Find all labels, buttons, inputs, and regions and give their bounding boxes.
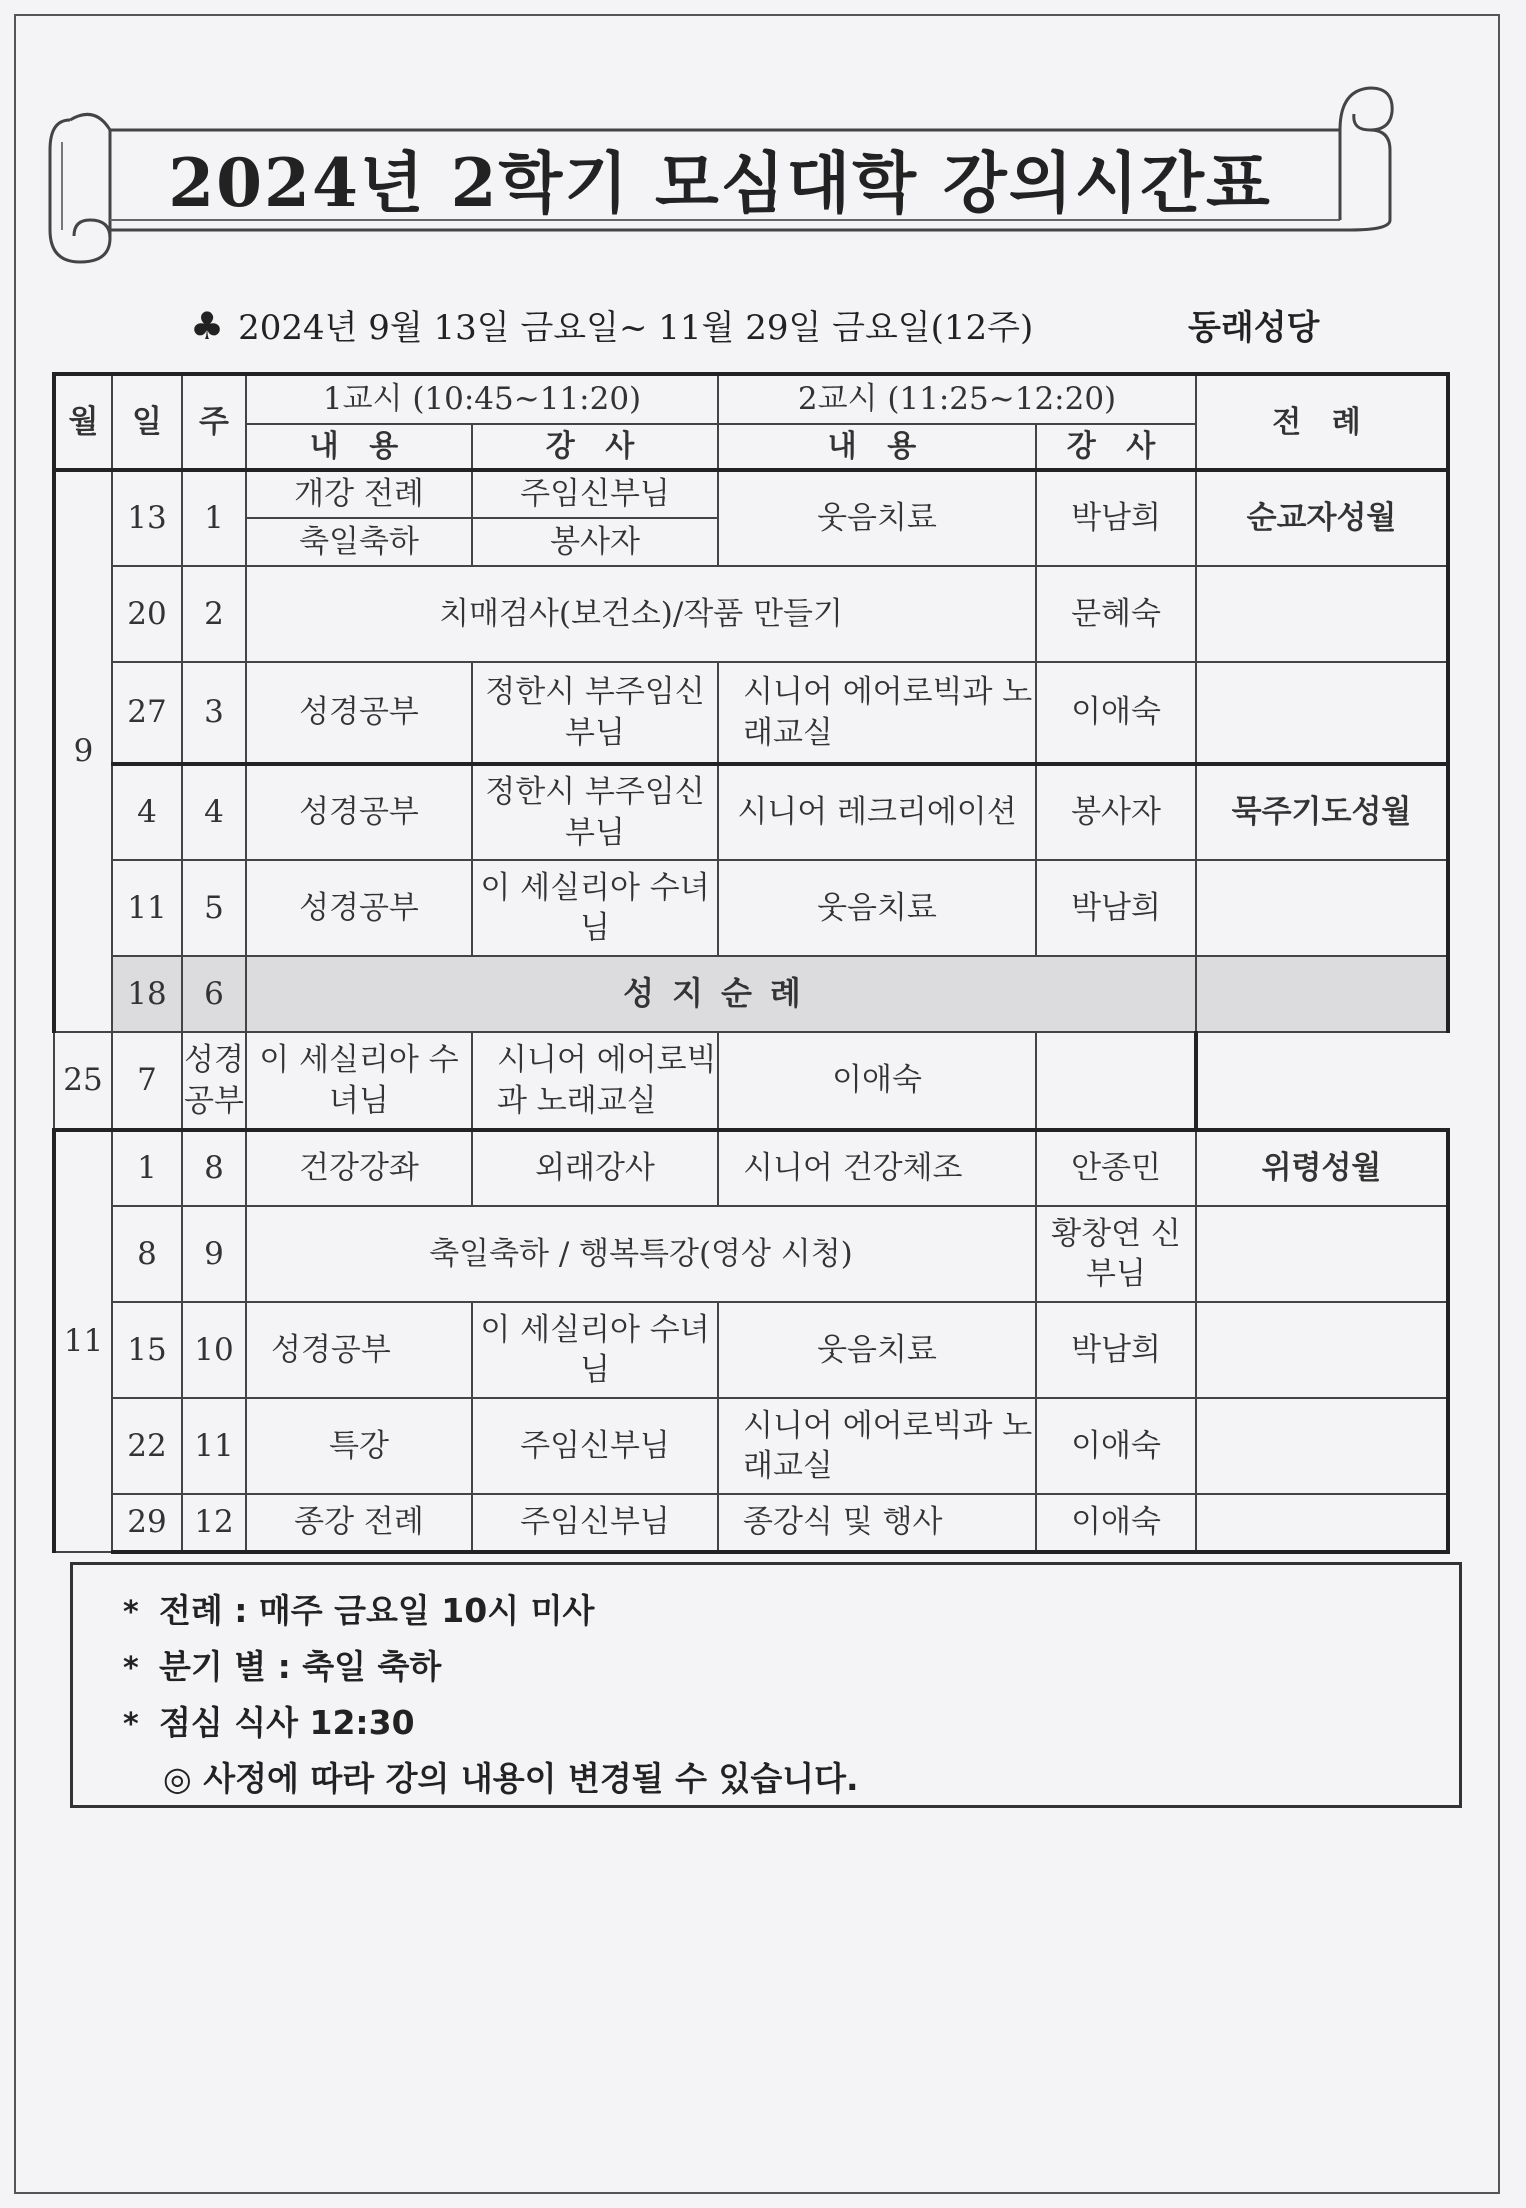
header-period-2: 2교시 (11:25~12:20)	[718, 374, 1196, 424]
week-cell: 8	[182, 1130, 246, 1206]
p1-content-cell: 성경공부	[246, 860, 472, 956]
table-row	[54, 1398, 1448, 1494]
week-cell: 10	[182, 1302, 246, 1398]
merged-content-cell: 치매검사(보건소)/작품 만들기	[246, 566, 1036, 662]
p2-lecturer-cell: 봉사자	[1036, 764, 1196, 860]
table-row	[54, 1206, 1448, 1302]
table-row	[54, 1302, 1448, 1398]
p1-content-cell: 종강 전례	[246, 1494, 472, 1552]
table-row	[54, 956, 1448, 1032]
p1-lecturer-cell: 정한시 부주임신부님	[472, 662, 718, 764]
table-row	[54, 662, 1448, 764]
p1-lecturer-cell: 정한시 부주임신부님	[472, 764, 718, 860]
table-row	[54, 1494, 1448, 1552]
p2-content-cell: 시니어 에어로빅과 노래교실	[718, 1398, 1036, 1494]
week-cell: 4	[182, 764, 246, 860]
title-scroll-banner	[40, 70, 1400, 280]
term-period-text: 2024년 9월 13일 금요일~ 11월 29일 금요일(12주)	[238, 308, 1034, 348]
p1-lecturer-cell: 이 세실리아 수녀님	[472, 860, 718, 956]
p1-content-cell: 성경공부	[182, 1032, 246, 1130]
p2-lecturer-cell: 이애숙	[718, 1032, 1036, 1130]
day-cell: 13	[112, 470, 182, 566]
merged-content-cell: 축일축하 / 행복특강(영상 시청)	[246, 1206, 1036, 1302]
p1-content-cell: 성경공부	[246, 764, 472, 860]
p1-content-cell: 특강	[246, 1398, 472, 1494]
p2-lecturer-cell: 이애숙	[1036, 1398, 1196, 1494]
week-cell: 1	[182, 470, 246, 566]
week-cell: 6	[182, 956, 246, 1032]
p2-content-cell: 시니어 에어로빅과 노래교실	[472, 1032, 718, 1130]
day-cell: 1	[112, 1130, 182, 1206]
week-cell: 2	[182, 566, 246, 662]
table-row	[54, 470, 1448, 518]
header-period-1: 1교시 (10:45~11:20)	[246, 374, 718, 424]
day-cell: 11	[112, 860, 182, 956]
p1-lecturer-cell: 이 세실리아 수녀님	[472, 1302, 718, 1398]
day-cell: 20	[112, 566, 182, 662]
p1-content-cell: 성경공부	[246, 1302, 472, 1398]
week-cell: 5	[182, 860, 246, 956]
p1-content-cell: 축일축하	[246, 518, 472, 566]
merged-content-cell: 성지순례	[246, 956, 1196, 1032]
day-cell: 27	[112, 662, 182, 764]
table-row	[54, 1032, 1448, 1130]
table-row	[54, 764, 1448, 860]
header-p2-content: 내 용	[718, 424, 1036, 470]
p2-content-cell: 종강식 및 행사	[718, 1494, 1036, 1552]
page-title: 2024년 2학기 모심대학 강의시간표	[168, 144, 1272, 222]
note-text: 분기 별 : 축일 축하	[159, 1647, 442, 1686]
liturgy-cell	[1196, 1494, 1448, 1552]
liturgy-cell: 순교자성월	[1196, 470, 1448, 566]
asterisk-icon: *	[123, 1651, 139, 1686]
liturgy-cell	[1196, 566, 1448, 662]
table-row	[54, 566, 1448, 662]
table-row	[54, 860, 1448, 956]
note-text: 점심 식사 12:30	[159, 1703, 415, 1742]
header-week: 주	[182, 374, 246, 470]
p1-lecturer-cell: 주임신부님	[472, 1494, 718, 1552]
table-row	[54, 1130, 1448, 1206]
week-cell: 7	[112, 1032, 182, 1130]
liturgy-cell: 묵주기도성월	[1196, 764, 1448, 860]
p2-content-cell: 웃음치료	[718, 470, 1036, 566]
liturgy-cell: 위령성월	[1196, 1130, 1448, 1206]
p2-content-cell: 시니어 레크리에이션	[718, 764, 1036, 860]
day-cell: 29	[112, 1494, 182, 1552]
liturgy-cell	[1196, 1302, 1448, 1398]
term-period	[190, 300, 1033, 349]
p2-content-cell: 웃음치료	[718, 860, 1036, 956]
p2-content-cell: 웃음치료	[718, 1302, 1036, 1398]
note-item	[123, 1639, 1459, 1695]
note-item	[123, 1583, 1459, 1639]
asterisk-icon: *	[123, 1707, 139, 1742]
p2-content-cell: 시니어 에어로빅과 노래교실	[718, 662, 1036, 764]
day-cell: 15	[112, 1302, 182, 1398]
p1-content-cell: 건강강좌	[246, 1130, 472, 1206]
liturgy-cell	[1196, 662, 1448, 764]
p2-lecturer-cell: 안종민	[1036, 1130, 1196, 1206]
p1-content-cell: 성경공부	[246, 662, 472, 764]
day-cell: 18	[112, 956, 182, 1032]
day-cell: 8	[112, 1206, 182, 1302]
liturgy-cell	[1196, 1206, 1448, 1302]
p1-lecturer-cell: 봉사자	[472, 518, 718, 566]
asterisk-icon: *	[123, 1595, 139, 1630]
p2-content-cell: 시니어 건강체조	[718, 1130, 1036, 1206]
header-p2-lecturer: 강 사	[1036, 424, 1196, 470]
p2-lecturer-cell: 박남희	[1036, 1302, 1196, 1398]
p2-lecturer-cell: 박남희	[1036, 470, 1196, 566]
liturgy-cell	[1196, 956, 1448, 1032]
notes-box	[70, 1562, 1462, 1808]
club-suit-icon: ♣	[190, 304, 225, 348]
week-cell: 12	[182, 1494, 246, 1552]
day-cell: 25	[54, 1032, 112, 1130]
note-text: 전례 : 매주 금요일 10시 미사	[159, 1591, 595, 1630]
p1-content-cell: 개강 전례	[246, 470, 472, 518]
p2-lecturer-cell: 박남희	[1036, 860, 1196, 956]
p2-lecturer-cell: 이애숙	[1036, 662, 1196, 764]
parish-name: 동래성당	[1188, 308, 1320, 348]
p1-lecturer-cell: 주임신부님	[472, 1398, 718, 1494]
p2-lecturer-cell: 이애숙	[1036, 1494, 1196, 1552]
week-cell: 9	[182, 1206, 246, 1302]
day-cell: 22	[112, 1398, 182, 1494]
liturgy-cell	[1036, 1032, 1196, 1130]
header-p1-lecturer: 강 사	[472, 424, 718, 470]
week-cell: 3	[182, 662, 246, 764]
liturgy-cell	[1196, 860, 1448, 956]
header-p1-content: 내 용	[246, 424, 472, 470]
month-cell: 11	[54, 1130, 112, 1552]
liturgy-cell	[1196, 1398, 1448, 1494]
p1-lecturer-cell: 주임신부님	[472, 470, 718, 518]
note-item	[123, 1695, 1459, 1751]
change-notice: ◎ 사정에 따라 강의 내용이 변경될 수 있습니다.	[163, 1759, 859, 1798]
lecture-schedule-table	[52, 372, 1450, 1554]
p1-lecturer-cell: 이 세실리아 수녀님	[246, 1032, 472, 1130]
day-cell: 4	[112, 764, 182, 860]
header-month: 월	[54, 374, 112, 470]
header-liturgy: 전 례	[1196, 374, 1448, 470]
p2-lecturer-cell: 황창연 신부님	[1036, 1206, 1196, 1302]
p1-lecturer-cell: 외래강사	[472, 1130, 718, 1206]
week-cell: 11	[182, 1398, 246, 1494]
header-day: 일	[112, 374, 182, 470]
p2-lecturer-cell: 문혜숙	[1036, 566, 1196, 662]
month-cell: 9	[54, 470, 112, 1032]
